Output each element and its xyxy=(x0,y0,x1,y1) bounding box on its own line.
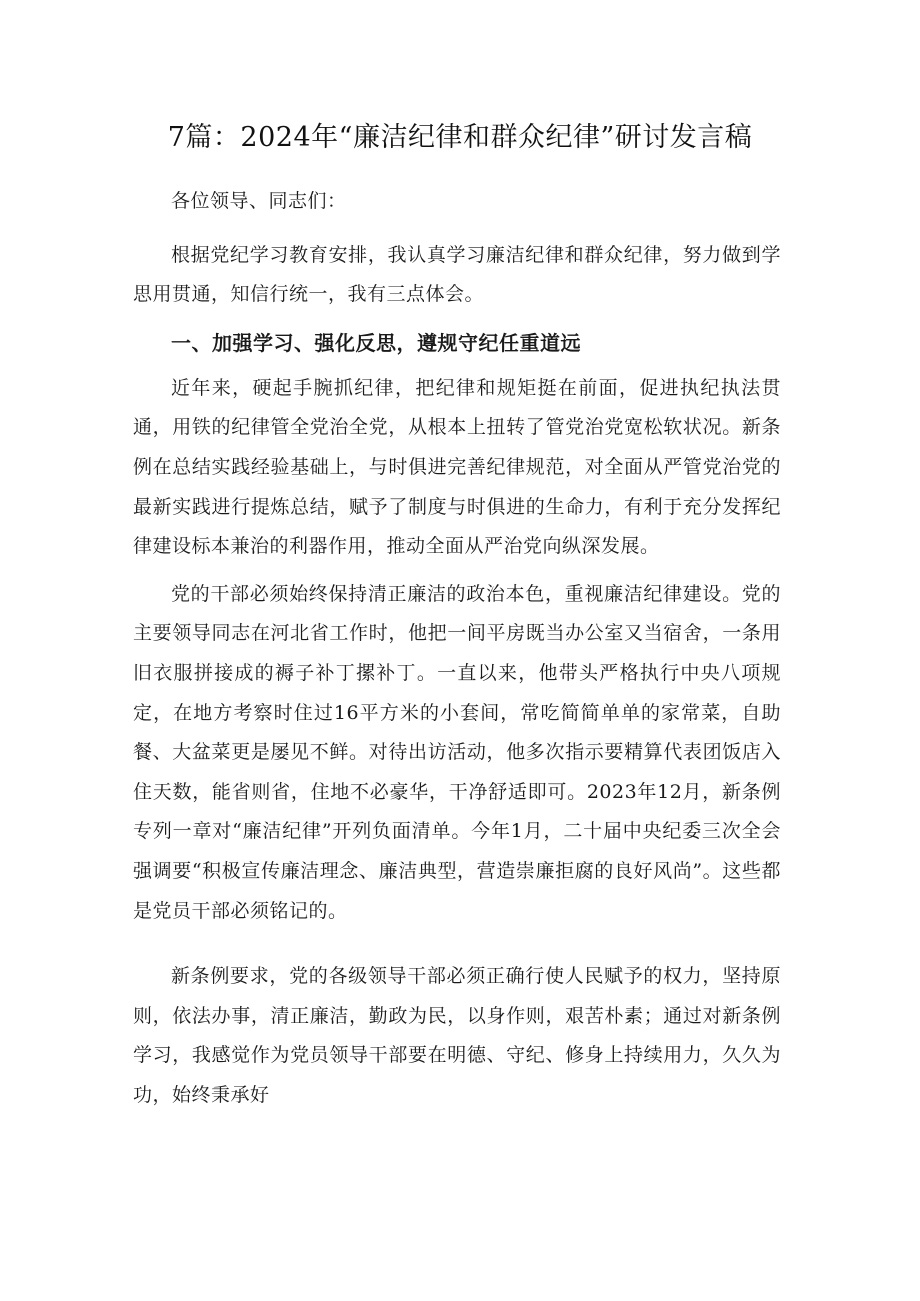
intro-paragraph: 根据党纪学习教育安排，我认真学习廉洁纪律和群众纪律，努力做到学思用贯通，知信行统一，我有三点体会。 xyxy=(133,243,781,306)
body-paragraph-1: 近年来，硬起手腕抓纪律，把纪律和规矩挺在前面，促进执纪执法贯通，用铁的纪律管全党治全党，从根本上扭转了管党治党宽松软状况。新条例在总结实践经验基础上，与时俱进完善纪律规范，对全面从严管党治党的最新实践进行提炼总结，赋予了制度与时俱进的生命力，有利于充分发挥纪律建设标本兼治的利器作用，推动全面从严治党向纵深发展。 xyxy=(133,376,781,558)
body-paragraph-3: 新条例要求，党的各级领导干部必须正确行使人民赋予的权力，坚持原则，依法办事，清正廉洁，勤政为民，以身作则，艰苦朴素；通过对新条例学习，我感觉作为党员领导干部要在明德、守纪、修身上持续用力，久久为功，始终秉承好 xyxy=(133,965,781,1106)
body-paragraph-2: 党的干部必须始终保持清正廉洁的政治本色，重视廉洁纪律建设。党的主要领导同志在河北省工作时，他把一间平房既当办公室又当宿舍，一条用旧衣服拼接成的褥子补丁摞补丁。一直以来，他带头严格执行中央八项规定，在地方考察时住过16平方米的小套间，常吃简简单单的家常菜，自助餐、大盆菜更是屡见不鲜。对待出访活动，他多次指示要精算代表团饭店入住天数，能省则省，住地不必豪华，干净舒适即可。2023年12月，新条例专列一章对“廉洁纪律”开列负面清单。今年1月，二十届中央纪委三次全会强调要“积极宣传廉洁理念、廉洁典型，营造崇廉拒腐的良好风尚”。这些都是党员干部必须铭记的。 xyxy=(133,582,781,922)
document-body xyxy=(133,182,781,1115)
document-title: 7篇：2024年“廉洁纪律和群众纪律”研讨发言稿 xyxy=(167,122,753,153)
section-heading-1: 一、加强学习、强化反思，遵规守纪任重道远 xyxy=(171,330,581,355)
salutation: 各位领导、同志们： xyxy=(171,190,347,212)
